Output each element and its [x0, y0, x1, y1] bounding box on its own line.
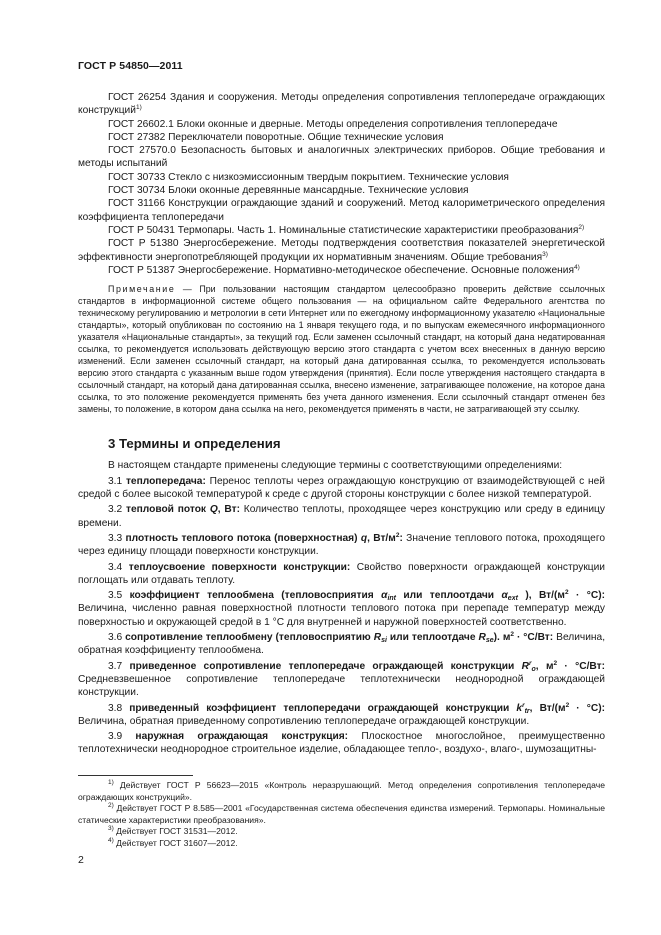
footnote-item: $^{1)}$ Действует ГОСТ Р 56623—2015 «Контроль неразрушающий. Метод определения сопротивления теплопередаче ограждающих конструкций».	[78, 779, 605, 802]
footnote-item: $^{2)}$ Действует ГОСТ Р 8.585—2001 «Государственная система обеспечения единства измерений. Термопары. Номинальные статические характеристики преобразования».	[78, 802, 605, 825]
note-paragraph	[78, 283, 605, 415]
footnote-item: $^{3)}$ Действует ГОСТ 31531—2012.	[108, 825, 238, 837]
footnote-item: $^{4)}$ Действует ГОСТ 31607—2012.	[108, 836, 238, 848]
term-3-4: 3.4 теплоусвоение поверхности конструкции: Свойство поверхности ограждающей конструкции поглощать или отдавать теплоту.	[78, 561, 605, 586]
page-number: 2	[78, 854, 84, 866]
term-3-2: 3.2 тепловой поток Q, Вт: Количество теплоты, проходящее через конструкцию или среду в единицу времени.	[78, 504, 605, 529]
term-3-1: 3.1 теплопередача: Перенос теплоты через ограждающую конструкцию от взаимодействующей с ней средой с более высокой температурой к среде с другой стороны конструкции с более низкой температурой.	[78, 475, 605, 501]
note-label: Примечание	[108, 284, 176, 295]
note-text: — При пользовании настоящим стандартом целесообразно проверить действие ссылочных стандартов в информационной системе общего пользования — на официальном сайте Федерального агентства по техническому регулированию и метрологии в сети Интернет или по ежегодному информационному указателю «Национальные стандарты», который опубликован по состоянию на 1 января текущего года, и по выпускам ежемесячного информационного указателя «Национальные стандарты», за текущий год. Если заменен ссылочный стандарт, на который дана недатированная ссылка, то рекомендуется использовать действующую версию этого стандарта с учетом всех внесенных в данную версию изменений. Если заменен ссылочный стандарт, на который дана датированная ссылка, то рекомендуется использовать версию этого стандарта с указанным выше годом утверждения (принятия). Если после утверждения настоящего стандарта в ссылочный стандарт, на который дана датированная ссылка, внесено изменение, затрагивающее положение, на которое дана ссылка, то это положение рекомендуется применять без учета данного изменения. Если ссылочный стандарт отменен без замены, то положение, в котором дана ссылка на него, рекомендуется применять в части, не затрагивающей эту ссылку.	[78, 284, 605, 415]
section-intro: В настоящем стандарте применены следующие термины с соответствующими определениями:	[108, 460, 563, 472]
ref-item: ГОСТ 31166 Конструкции ограждающие зданий и сооружений. Метод калориметрического определения коэффициента теплопередачи	[78, 198, 605, 223]
term-3-3: 3.3 плотность теплового потока (поверхностная) q, $Вт/м^2$: Значение теплового потока, проходящего через единицу площади поверхности конструкции.	[78, 531, 605, 558]
ref-item: ГОСТ 30734 Блоки оконные деревянные мансардные. Технические условия	[108, 185, 469, 197]
term-3-5: 3.5 коэффициент теплообмена (тепловосприятия $\alpha_{int}$ или теплоотдачи $\alpha_{ext}$ ), $Вт/(м^2 \cdot ^\circ С)$: Величина, численно равная поверхностной плотности теплового потока при перепаде температур между поверхностью и окружающей средой в 1 °С для внутренней и наружной поверхностей соответственно.	[78, 589, 605, 628]
term-3-7: 3.7 приведенное сопротивление теплопередаче ограждающей конструкции $R^r_o$, $м^2 \cdot ^\circ С/Вт$: Средневзвешенное сопротивление теплопередаче теплотехнически неоднородной ограждающей конструкции.	[78, 659, 605, 699]
ref-item: ГОСТ 26602.1 Блоки оконные и дверные. Методы определения сопротивления теплопередаче	[108, 118, 558, 130]
ref-item: ГОСТ Р 50431 Термопары. Часть 1. Номинальные статистические характеристики преобразования$^{2)}$	[108, 223, 585, 236]
ref-item: ГОСТ Р 51387 Энергосбережение. Нормативно-методическое обеспечение. Основные положения$^{4)}$	[108, 263, 580, 276]
ref-item: ГОСТ 26254 Здания и сооружения. Методы определения сопротивления теплопередаче ограждающих конструкций$^{1)}$	[78, 92, 605, 117]
document-header: ГОСТ Р 54850—2011	[78, 60, 183, 72]
document-body	[78, 91, 605, 757]
footnotes	[78, 780, 605, 850]
ref-item: ГОСТ 30733 Стекло с низкоэмиссионным твердым покрытием. Технические условия	[108, 171, 509, 183]
ref-item: ГОСТ 27382 Переключатели поворотные. Общие технические условия	[108, 131, 444, 143]
term-3-6: 3.6 сопротивление теплообмену (тепловосприятию $R_{si}$ или теплоотдаче $R_{se}$). $м^2 \cdot ^\circ С/Вт$: Величина, обратная коэффициенту теплообмена.	[78, 631, 606, 657]
normative-references	[78, 91, 605, 277]
section-title: 3 Термины и определения	[108, 436, 281, 452]
term-3-8: 3.8 приведенный коэффициент теплопередачи ограждающей конструкции $k^r_{tr}$, $Вт/(м^2 \cdot ^\circ С)$: Величина, обратная приведенному сопротивлению теплопередаче ограждающей конструкции.	[78, 701, 605, 727]
ref-item: ГОСТ Р 51380 Энергосбережение. Методы подтверждения соответствия показателей энергетической эффективности энергопотребляющей продукции их нормативным значениям. Общие требования$^{3)}$	[78, 238, 605, 263]
ref-item: ГОСТ 27570.0 Безопасность бытовых и аналогичных электрических приборов. Общие требования и методы испытаний	[78, 145, 606, 170]
term-3-9: 3.9 наружная ограждающая конструкция: Плоскостное многослойное, преимущественно теплотехнически неоднородное строительное изделие, обладающее тепло-, воздухо-, влаго-, шумозащитны-	[78, 731, 605, 756]
footnote-separator	[78, 775, 193, 776]
